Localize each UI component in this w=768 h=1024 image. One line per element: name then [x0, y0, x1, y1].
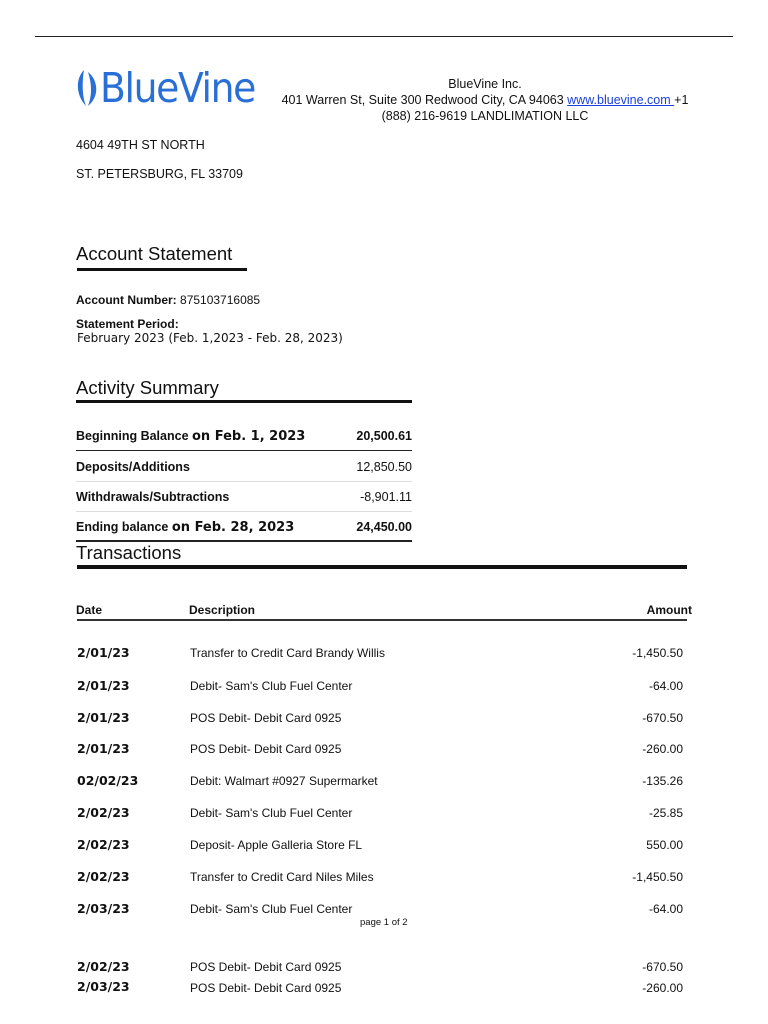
company-name: BlueVine Inc. — [448, 77, 522, 91]
transaction-amount: -670.50 — [642, 960, 683, 974]
transaction-date: 2/01/23 — [77, 678, 130, 693]
transaction-description: POS Debit- Debit Card 0925 — [190, 742, 342, 756]
header-date: Date — [76, 603, 103, 617]
transaction-description: POS Debit- Debit Card 0925 — [190, 711, 342, 725]
customer-address-line2: ST. PETERSBURG, FL 33709 — [76, 167, 243, 181]
transaction-date: 2/02/23 — [77, 837, 130, 852]
transaction-description: Debit- Sam's Club Fuel Center — [190, 679, 353, 693]
statement-period-value: February 2023 (Feb. 1,2023 - Feb. 28, 2023) — [77, 331, 343, 345]
transaction-description: Debit- Sam's Club Fuel Center — [190, 902, 353, 916]
transaction-amount: -1,450.50 — [632, 646, 683, 660]
top-rule — [35, 36, 733, 37]
transaction-amount: -25.85 — [648, 806, 683, 820]
statement-period-label: Statement Period: — [76, 317, 179, 331]
page-number: page 1 of 2 — [360, 917, 408, 928]
ending-balance-label: Ending balance — [76, 519, 172, 534]
logo-wordmark: BlueVine — [100, 64, 256, 112]
summary-separator — [76, 450, 412, 451]
summary-row-beginning — [76, 421, 412, 451]
account-number-row — [76, 293, 260, 307]
transactions-bar — [77, 565, 687, 569]
transaction-amount: -260.00 — [642, 742, 683, 756]
transaction-date: 2/01/23 — [77, 741, 130, 756]
company-info — [270, 76, 700, 124]
deposits-value: 12,850.50 — [356, 460, 412, 474]
beginning-balance-date: on Feb. 1, 2023 — [192, 428, 306, 444]
transaction-description: Deposit- Apple Galleria Store FL — [190, 838, 363, 852]
company-phone-line: (888) 216-9619 LANDLIMATION LLC — [381, 109, 589, 123]
summary-row-deposits — [76, 452, 412, 482]
deposits-label: Deposits/Additions — [76, 460, 190, 474]
account-number-label: Account Number: — [76, 293, 177, 307]
beginning-balance-label-group — [76, 429, 305, 444]
transaction-description: Transfer to Credit Card Niles Miles — [190, 870, 374, 884]
transaction-date: 02/02/23 — [77, 773, 139, 788]
account-statement-title: Account Statement — [76, 243, 233, 264]
summary-row-ending — [76, 512, 412, 542]
transaction-date: 2/03/23 — [77, 979, 130, 994]
transaction-description: Debit- Sam's Club Fuel Center — [190, 806, 353, 820]
beginning-balance-value: 20,500.61 — [356, 429, 412, 443]
transaction-amount: -1,450.50 — [632, 870, 683, 884]
ending-balance-date: on Feb. 28, 2023 — [171, 519, 295, 535]
company-address-line — [270, 92, 700, 108]
transaction-amount: -260.00 — [642, 981, 683, 995]
transaction-description: Transfer to Credit Card Brandy Willis — [190, 646, 385, 660]
leaf-icon — [76, 68, 98, 108]
activity-summary-title: Activity Summary — [76, 377, 219, 398]
header-rule — [77, 619, 687, 621]
transaction-date: 2/02/23 — [77, 805, 130, 820]
transactions-title: Transactions — [76, 542, 182, 563]
header-description: Description — [189, 603, 256, 617]
transaction-amount: 550.00 — [646, 838, 683, 852]
transaction-amount: -64.00 — [648, 902, 683, 916]
account-number-value: 875103716085 — [180, 293, 261, 307]
header-amount: Amount — [646, 603, 692, 617]
transaction-date: 2/01/23 — [77, 645, 130, 660]
company-phone-prefix: +1 — [674, 93, 689, 107]
bluevine-logo — [76, 64, 268, 112]
transaction-date: 2/03/23 — [77, 901, 130, 916]
title-underline — [77, 268, 247, 271]
customer-address-line1: 4604 49TH ST NORTH — [76, 138, 205, 152]
ending-balance-value: 24,450.00 — [356, 520, 412, 534]
withdrawals-value: -8,901.11 — [360, 490, 412, 504]
transaction-date: 2/01/23 — [77, 710, 130, 725]
transaction-description: POS Debit- Debit Card 0925 — [190, 981, 342, 995]
transaction-description: Debit: Walmart #0927 Supermarket — [190, 774, 378, 788]
company-address: 401 Warren St, Suite 300 Redwood City, CA 94063 — [281, 93, 568, 107]
summary-top-bar — [76, 400, 412, 403]
withdrawals-label: Withdrawals/Subtractions — [76, 490, 230, 504]
website-link[interactable]: www.bluevine.com — [567, 93, 675, 107]
summary-row-withdrawals — [76, 482, 412, 512]
transaction-amount: -670.50 — [642, 711, 683, 725]
transaction-date: 2/02/23 — [77, 869, 130, 884]
transaction-amount: -135.26 — [642, 774, 683, 788]
transaction-date: 2/02/23 — [77, 959, 130, 974]
transaction-amount: -64.00 — [648, 679, 683, 693]
ending-balance-label-group — [76, 520, 294, 535]
transaction-description: POS Debit- Debit Card 0925 — [190, 960, 342, 974]
beginning-balance-label: Beginning Balance — [76, 428, 192, 443]
